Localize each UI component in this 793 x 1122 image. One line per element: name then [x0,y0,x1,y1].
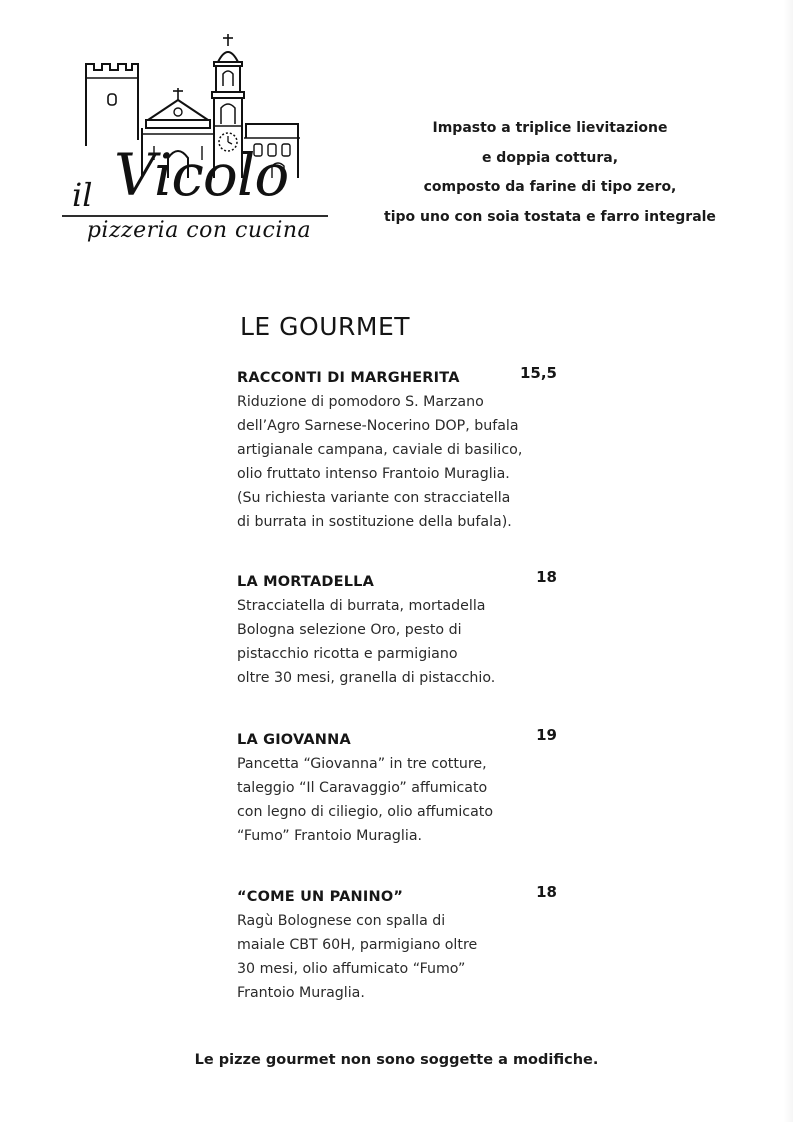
dough-description [372,114,728,232]
menu-item [237,883,567,1005]
desc-line: pistacchio ricotta e parmigiano [237,646,458,662]
item-price: 19 [536,726,557,744]
section-title: LE GOURMET [240,312,411,341]
desc-line: Stracciatella di burrata, mortadella [237,598,486,614]
desc-line: Frantoio Muraglia. [237,985,365,1001]
desc-line: Bologna selezione Oro, pesto di [237,622,462,638]
desc-line: olio fruttato intenso Frantoio Muraglia. [237,466,510,482]
desc-line: oltre 30 mesi, granella di pistacchio. [237,670,496,686]
desc-line: maiale CBT 60H, parmigiano oltre [237,937,478,953]
item-description [237,390,567,534]
menu-item [237,726,567,848]
menu-item [237,364,567,534]
desc-line: con legno di ciliegio, olio affumicato [237,804,494,820]
logo-tagline: pizzeria con cucina [86,218,312,243]
intro-line: e doppia cottura, [481,149,619,166]
desc-line: artigianale campana, caviale di basilico, [237,442,523,458]
footer-note: Le pizze gourmet non sono soggette a modifiche. [194,1052,599,1068]
desc-line: Riduzione di pomodoro S. Marzano [237,394,484,410]
item-price: 18 [536,883,557,901]
intro-line: composto da farine di tipo zero, [423,179,677,195]
desc-line: 30 mesi, olio affumicato “Fumo” [237,961,466,977]
item-description [237,594,567,690]
desc-line: (Su richiesta variante con stracciatella [237,490,511,506]
logo [58,28,333,260]
item-description [237,909,567,1005]
item-name: “COME UN PANINO” [237,889,404,905]
intro-line: Impasto a triplice lievitazione [432,120,668,136]
item-price: 15,5 [519,364,557,382]
menu-item [237,568,567,690]
logo-name: Vicolo [114,141,289,209]
desc-line: Ragù Bolognese con spalla di [237,913,446,929]
desc-line: Pancetta “Giovanna” in tre cotture, [237,756,487,772]
item-name: RACCONTI DI MARGHERITA [237,370,460,386]
item-name: LA MORTADELLA [237,574,375,590]
item-name: LA GIOVANNA [237,732,351,748]
desc-line: dell’Agro Sarnese-Nocerino DOP, bufala [237,418,519,434]
page-edge [783,0,793,1122]
desc-line: “Fumo” Frantoio Muraglia. [237,828,423,844]
logo-prefix: il [72,176,93,214]
item-description [237,752,567,848]
desc-line: di burrata in sostituzione della bufala). [237,514,512,530]
item-price: 18 [536,568,557,586]
intro-line: tipo uno con soia tostata e farro integrale [384,208,716,225]
desc-line: taleggio “Il Caravaggio” affumicato [237,780,488,796]
